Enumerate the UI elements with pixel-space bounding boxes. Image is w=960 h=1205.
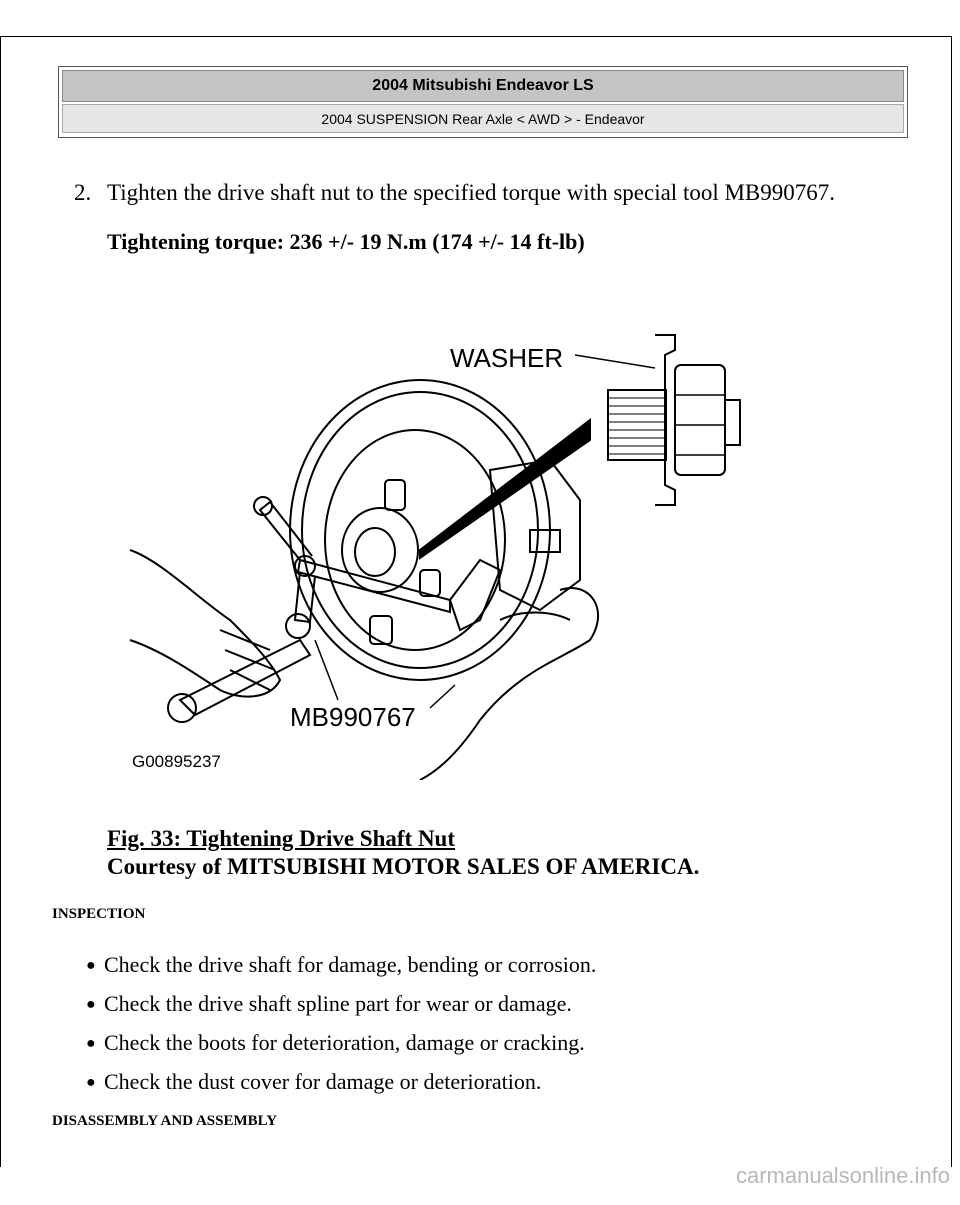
list-item — [86, 1067, 596, 1106]
tool-label: MB990767 — [290, 702, 416, 732]
figure-caption-credit: Courtesy of MITSUBISHI MOTOR SALES OF AMERICA. — [107, 854, 700, 879]
step-text: Tighten the drive shaft nut to the specified torque with special tool MB990767. — [107, 180, 836, 205]
list-item — [86, 989, 596, 1028]
washer-label: WASHER — [450, 343, 564, 373]
drive-shaft-illustration — [120, 320, 760, 780]
figure-caption-title[interactable]: Fig. 33: Tightening Drive Shaft Nut — [107, 826, 456, 851]
bullet-icon: ● — [86, 1074, 96, 1091]
bullet-icon: ● — [86, 996, 96, 1013]
list-item — [86, 950, 596, 989]
torque-spec: Tightening torque: 236 +/- 19 N.m (174 +/- 14 ft-lb) — [107, 229, 585, 254]
inset-nut — [675, 365, 725, 475]
washer-bracket — [655, 335, 675, 505]
figure-illustration — [120, 320, 760, 780]
image-id-label: G00895237 — [132, 752, 221, 771]
list-item-text: Check the drive shaft for damage, bending or corrosion. — [104, 952, 597, 977]
brake-disc-outline — [290, 380, 550, 680]
bullet-icon: ● — [86, 1035, 96, 1052]
bullet-icon: ● — [86, 957, 96, 974]
disassembly-heading: DISASSEMBLY AND ASSEMBLY — [52, 1113, 278, 1129]
procedure-step — [74, 180, 835, 206]
inset-shaft — [608, 390, 666, 460]
left-hand — [130, 550, 280, 697]
inspection-heading: INSPECTION — [52, 906, 146, 922]
list-item-text: Check the dust cover for damage or deterioration. — [104, 1069, 542, 1094]
inspection-list — [86, 950, 596, 1106]
list-item-text: Check the drive shaft spline part for wear or damage. — [104, 991, 572, 1016]
list-item-text: Check the boots for deterioration, damage or cracking. — [104, 1030, 585, 1055]
list-item — [86, 1028, 596, 1067]
document-header — [58, 66, 908, 138]
hub-outline — [342, 508, 418, 592]
watermark: carmanualsonline.info — [735, 1163, 950, 1188]
header-subtitle: 2004 SUSPENSION Rear Axle < AWD > - Endeavor — [62, 104, 904, 133]
header-title: 2004 Mitsubishi Endeavor LS — [62, 70, 904, 102]
step-number: 2. — [74, 180, 92, 205]
